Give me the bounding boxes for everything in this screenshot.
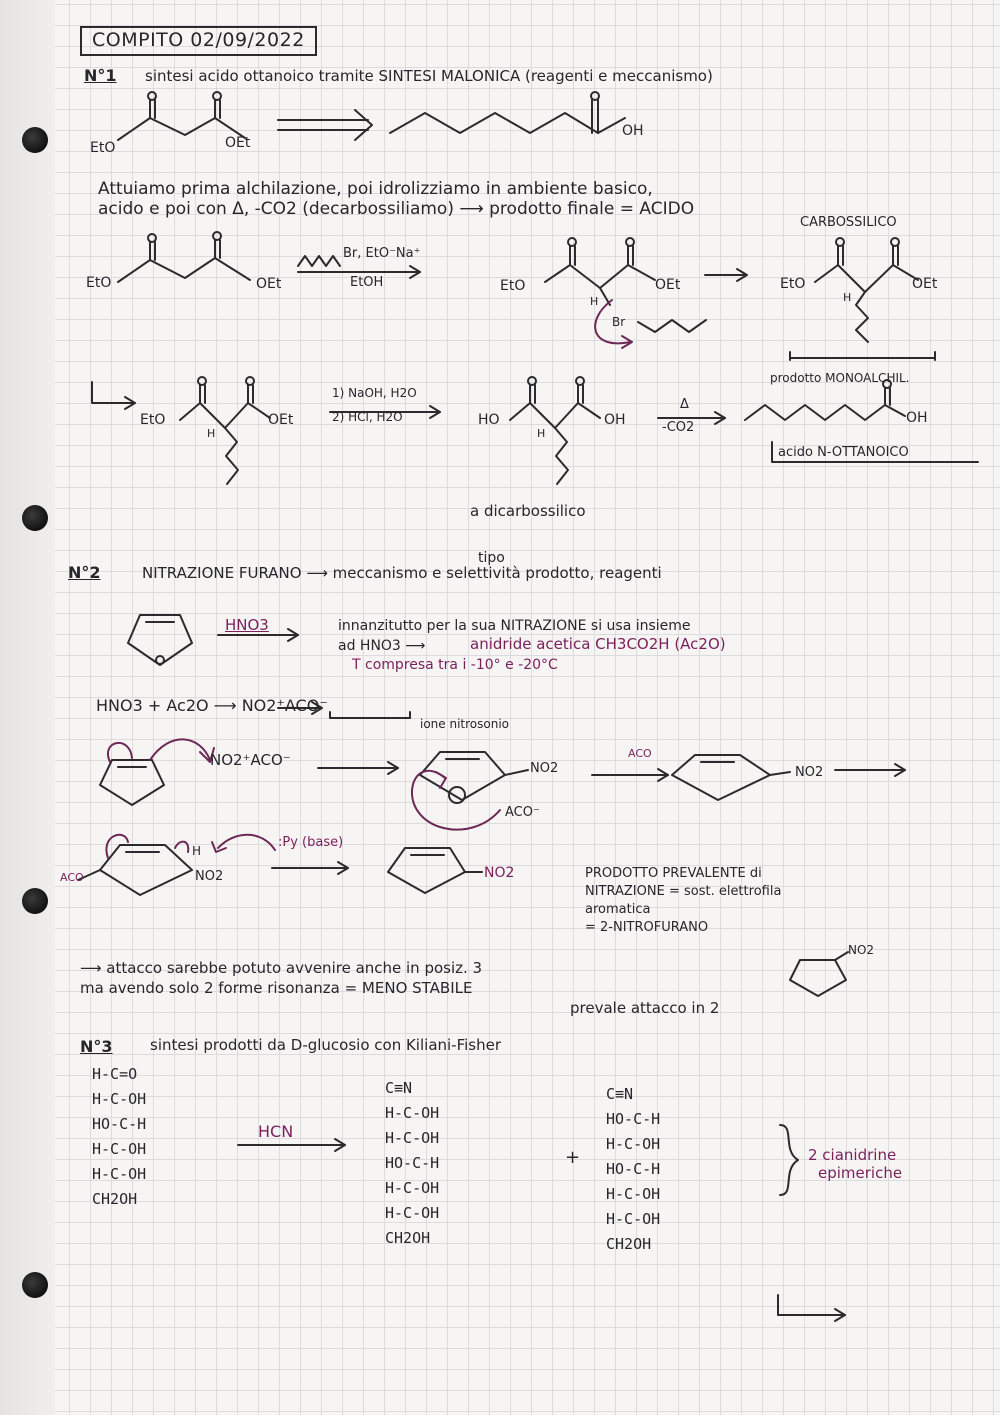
oet-label: OEt xyxy=(225,135,251,151)
alternative-line-2: ma avendo solo 2 forme risonanza = MENO STABILE xyxy=(80,979,473,997)
cyanohydrin-row: H-C-OH xyxy=(385,1204,440,1222)
cyanohydrin-row: H-C-OH xyxy=(385,1179,440,1197)
enolate-structure xyxy=(545,238,655,305)
oet-label: OEt xyxy=(268,412,294,428)
retro-arrow xyxy=(278,110,372,140)
alternative-line-1: ⟶ attacco sarebbe potuto avvenire anche in posiz. 3 xyxy=(80,959,483,977)
next-page-arrow xyxy=(778,1295,845,1321)
epimer-brace xyxy=(780,1125,798,1195)
exercise-1-title: sintesi acido ottanoico tramite SINTESI MALONICA (reagenti e meccanismo) xyxy=(145,67,713,85)
product-line-2: NITRAZIONE = sost. elettrofila xyxy=(585,884,782,899)
mechanism-arrow-4 xyxy=(272,862,348,874)
cyanohydrin-row: HO-C-H xyxy=(385,1154,440,1172)
cyanohydrin-row: CH2OH xyxy=(385,1229,431,1247)
elimination-intermediate xyxy=(78,835,275,895)
diacid-label: a dicarbossilico xyxy=(470,502,586,520)
cyanohydrin-row: C≡N xyxy=(606,1085,634,1103)
eto-label: EtO xyxy=(780,276,806,292)
intro-line-1: Attuiamo prima alchilazione, poi idrolizziamo in ambiente basico, xyxy=(98,179,653,199)
no2-label: NO2 xyxy=(195,869,224,884)
alkylation-reagent: Br, EtO⁻Na⁺ xyxy=(343,246,421,261)
step-arrow xyxy=(705,269,747,281)
exercise-3-title: sintesi prodotti da D-glucosio con Kiliani-Fisher xyxy=(150,1036,502,1054)
aco-label: ACO xyxy=(628,747,652,760)
glucose-row: H-C=O xyxy=(92,1065,138,1083)
addition-intermediate xyxy=(672,755,790,800)
product-line-3: aromatica xyxy=(585,902,651,917)
glucose-row: H-C-OH xyxy=(92,1165,147,1183)
h-label: H xyxy=(192,844,202,858)
octanoic-acid-structure xyxy=(390,92,625,133)
glucose-row: CH2OH xyxy=(92,1190,138,1208)
note-line-1: innanzitutto per la sua NITRAZIONE si usa insieme xyxy=(338,618,691,634)
note-line-2a: ad HNO3 ⟶ xyxy=(338,638,426,654)
malonate-structure xyxy=(118,92,245,140)
monoalkyl-structure xyxy=(790,238,938,360)
position-3-furan xyxy=(790,952,848,996)
oh-label: OH xyxy=(906,410,928,426)
nitration-reagent: HNO3 xyxy=(225,616,269,634)
electrophile-label: NO2⁺ACO⁻ xyxy=(210,751,291,769)
note-line-2b: anidride acetica CH3CO2H (Ac2O) xyxy=(470,635,726,653)
cyanohydrin-2 xyxy=(606,1082,660,1257)
cyanohydrin-row: CH2OH xyxy=(606,1235,652,1253)
oet-label: OEt xyxy=(912,276,938,292)
oet-label: OEt xyxy=(256,276,282,292)
br-label: Br xyxy=(612,315,626,329)
eto-label: EtO xyxy=(90,140,116,156)
oet-label: OEt xyxy=(655,277,681,293)
page-title: COMPITO 02/09/2022 xyxy=(80,26,317,56)
alternative-line-3: prevale attacco in 2 xyxy=(570,999,720,1017)
ho-label: HO xyxy=(478,412,500,428)
eto-label: EtO xyxy=(500,278,526,294)
hydrolysis-step-2: 2) HCl, H2O xyxy=(332,410,403,424)
product-line-4: = 2-NITROFURANO xyxy=(585,920,709,935)
glucose-row: HO-C-H xyxy=(92,1115,147,1133)
nitrofuran-product xyxy=(388,848,482,893)
hcn-reagent: HCN xyxy=(258,1122,294,1141)
exercise-2-number: N°2 xyxy=(68,563,101,582)
product-line-1: PRODOTTO PREVALENTE di xyxy=(585,866,762,881)
monoalkyl-structure-2 xyxy=(180,377,270,484)
cyanohydrin-row: H-C-OH xyxy=(606,1185,661,1203)
oh-label: OH xyxy=(604,412,626,428)
mechanism-arrow-3 xyxy=(835,764,905,776)
exercise-3-number: N°3 xyxy=(80,1037,113,1056)
cyanohydrin-row: H-C-OH xyxy=(385,1104,440,1122)
h-label: H xyxy=(207,427,216,440)
cyanohydrin-row: HO-C-H xyxy=(606,1160,661,1178)
no2-label: NO2 xyxy=(530,761,559,776)
oh-label: OH xyxy=(622,123,644,139)
glucose-row: H-C-OH xyxy=(92,1090,147,1108)
result-line-2: epimeriche xyxy=(818,1164,903,1182)
no2-label: NO2 xyxy=(795,765,824,780)
hydrolysis-step-1: 1) NaOH, H2O xyxy=(332,386,417,400)
intro-line-2: acido e poi con Δ, -CO2 (decarbossiliamo) ⟶ prodotto finale = ACIDO xyxy=(98,199,695,219)
no2-label: NO2 xyxy=(484,865,515,881)
cyanohydrin-row: H-C-OH xyxy=(606,1135,661,1153)
malonate-structure-2 xyxy=(118,232,250,282)
h-label: H xyxy=(843,291,852,304)
h-label: H xyxy=(590,295,599,308)
pyridine-base-label: :Py (base) xyxy=(278,835,344,850)
plus-sign: + xyxy=(565,1147,581,1168)
cyanohydrin-row: H-C-OH xyxy=(606,1210,661,1228)
no2-label: NO2 xyxy=(848,943,875,957)
cyanohydrin-1 xyxy=(385,1076,439,1251)
cyanohydrin-row: C≡N xyxy=(385,1079,413,1097)
tipo-label: tipo xyxy=(478,550,505,566)
eto-label: EtO xyxy=(86,275,112,291)
octanoic-acid-final xyxy=(745,380,905,420)
nitronium-equation: HNO3 + Ac2O ⟶ NO2⁺ACO⁻ xyxy=(96,696,328,715)
glucose-row: H-C-OH xyxy=(92,1140,147,1158)
monoalkyl-label: prodotto MONOALCHIL. xyxy=(770,371,910,385)
continuation-arrow xyxy=(92,382,135,409)
ion-label: ione nitrosonio xyxy=(420,717,510,731)
diacid-structure xyxy=(510,377,600,484)
co2-loss-label: -CO2 xyxy=(662,420,695,435)
exercise-1-number: N°1 xyxy=(84,66,117,85)
cyanohydrin-row: H-C-OH xyxy=(385,1129,440,1147)
intro-line-3: CARBOSSILICO xyxy=(800,215,897,230)
cyanohydrin-row: HO-C-H xyxy=(606,1110,661,1128)
alkylation-solvent: EtOH xyxy=(350,275,384,290)
final-product-label: acido N-OTTANOICO xyxy=(778,445,909,460)
h-label: H xyxy=(537,427,546,440)
furan-attack xyxy=(100,739,214,805)
mechanism-arrow-1 xyxy=(318,762,398,774)
heat-label: Δ xyxy=(680,397,689,412)
result-line-1: 2 cianidrine xyxy=(808,1146,897,1164)
note-line-3: T compresa tra i -10° e -20°C xyxy=(352,657,558,673)
aco-label: ACO xyxy=(60,871,84,884)
acetate-label: ACO⁻ xyxy=(505,805,540,820)
exercise-2-title: NITRAZIONE FURANO ⟶ meccanismo e selettività prodotto, reagenti xyxy=(142,564,662,582)
mechanism-arrow-2 xyxy=(592,769,668,781)
glucose-fischer xyxy=(92,1062,146,1212)
eto-label: EtO xyxy=(140,412,166,428)
furan-ring xyxy=(128,615,192,665)
